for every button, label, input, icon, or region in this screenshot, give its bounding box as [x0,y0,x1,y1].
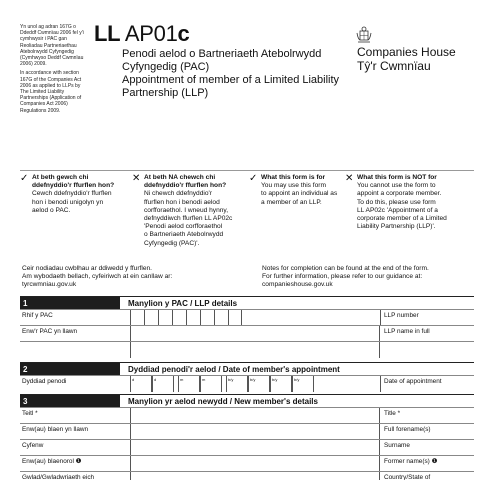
title-english-1: Appointment of member of a Limited Liability [122,74,340,86]
info-line: hon i benodi unigolyn yn [32,198,104,206]
info-col-can-use-english [249,173,354,207]
info-line: Cewch ddefnyddio'r ffurflen [32,190,112,198]
field-label: Enw(au) blaenorol ❶ [22,458,82,465]
field-label: Rhif y PAC [22,312,53,319]
forenames-row [20,423,474,439]
field-label: LLP number [384,312,419,319]
section-title: Dyddiad penodi'r aelod / Date of member's appointment [128,365,340,374]
info-line: To do this, please use form [357,198,436,206]
legal-sidenote [20,24,90,117]
sidenote-welsh: Yn unol ag adran 167G o Ddeddf Cwmnïau 2006 fel y'i cymhwysir i PAC gan Reoliadau Partneriaethau Atebolrwydd Cyfyngedig (Cymhwyso Deddf Cwmnïau 2006) 2009. [20,24,84,68]
field-label: Teitl * [22,410,38,417]
completion-notes-welsh [22,265,252,290]
organisation-name [357,45,456,73]
llp-number-input[interactable] [130,310,242,326]
section-title: Manylion yr aelod newydd / New member's details [128,397,318,406]
form-code-main: AP01 [120,21,178,46]
date-month-2[interactable]: m [200,376,222,392]
date-day-2[interactable]: d [152,376,174,392]
cross-icon: ✕ [345,173,354,184]
info-col-cannot-use-welsh [132,173,259,248]
section-new-member-details [20,394,474,480]
appointment-date-row [20,375,474,391]
info-line: Cyfyngedig (PAC)'. [144,239,200,247]
info-line: You cannot use the form to [357,182,436,190]
check-icon: ✓ [249,173,258,184]
date-month-1[interactable]: m [178,376,200,392]
field-label: Former name(s) ❶ [384,458,438,465]
field-label: Enw(au) blaen yn llawn [22,426,89,433]
section-llp-details [20,296,474,357]
date-year-4[interactable]: b/y [292,376,314,392]
surname-input[interactable] [130,440,380,456]
section-number: 2 [20,363,120,376]
section-appointment-date [20,362,474,391]
form-code [94,22,189,46]
info-heading: ddefnyddio'r ffurflen hon? [32,182,115,190]
section-number: 3 [20,395,120,408]
info-line: to appoint an individual as [261,190,338,198]
date-year-3[interactable]: b/y [270,376,292,392]
note-line: For further information, please refer to our guidance at: [262,273,423,281]
field-label: Enw'r PAC yn llawn [22,328,78,335]
date-year-2[interactable]: b/y [248,376,270,392]
section-number: 1 [20,297,120,310]
llp-name-input-line2[interactable] [130,342,380,358]
info-line: Liability Partnership (LLP)'. [357,223,436,231]
info-line: corfforaethol. I wneud hynny, [144,206,229,214]
country-row [20,471,474,480]
cross-icon: ✕ [132,173,141,184]
field-label: Dyddiad penodi [22,378,67,385]
form-code-suffix: c [177,21,190,46]
title-input[interactable] [130,408,380,424]
title-welsh-2: Cyfyngedig (PAC) [122,61,210,73]
section-header [20,362,474,375]
note-line: Notes for completion can be found at the end of the form. [262,265,429,272]
date-year-1[interactable]: b/y [226,376,248,392]
field-label: Cyfenw [22,442,44,449]
info-heading: What this form is for [261,174,326,181]
field-label: Full forename(s) [384,426,431,433]
info-line: corporate member of a Limited [357,215,447,223]
info-line: ffurflen hon i benodi aelod [144,198,220,206]
royal-crest-icon [355,25,373,45]
title-english-2: Partnership (LLP) [122,87,209,99]
form-code-prefix: LL [94,21,121,46]
guidance-link-english[interactable]: companieshouse.gov.uk [262,281,333,289]
form-titles [122,48,342,100]
field-label: LLP name in full [384,328,430,335]
note-line: Ceir nodiadau cwblhau ar ddiwedd y ffurflen. [22,265,153,272]
info-line: defnyddiwch ffurflen LL AP02c [144,215,233,223]
section-header [20,394,474,407]
llp-name-input[interactable] [130,326,380,342]
country-input[interactable] [130,472,380,480]
info-heading: What this form is NOT for [357,174,437,181]
info-col-cannot-use-english [345,173,472,231]
info-line: o Bartneriaeth Atebolrwydd [144,231,224,239]
field-label: Date of appointment [384,378,442,385]
check-icon: ✓ [20,173,29,184]
llp-name-row-2 [20,341,474,357]
date-day-1[interactable]: d [130,376,152,392]
org-line1: Companies House [357,45,456,59]
info-col-can-use-welsh [20,173,132,215]
llp-name-row [20,325,474,341]
section-title: Manylion y PAC / LLP details [128,299,238,308]
info-line: a member of an LLP. [261,198,322,206]
field-label: Surname [384,442,410,449]
info-line: aelod o PAC. [32,206,71,214]
section-header [20,296,474,309]
info-heading: At beth gewch chi [32,174,89,181]
former-names-input[interactable] [130,456,380,472]
info-heading: ddefnyddio'r ffurflen hon? [144,182,227,190]
field-label: Country/State of [384,474,431,480]
org-line2: Tŷ'r Cwmnïau [357,59,431,73]
note-line: Am wybodaeth bellach, cyfeiriwch at ein canllaw ar: [22,273,173,281]
sidenote-english: In accordance with section 167G of the Companies Act 2006 as applied to LLPs by The Limited Liability Partnerships (Application of Companies Act 2006) Regulations 2009. [20,70,82,114]
info-line: Ni chewch ddefnyddio'r [144,190,212,198]
guidance-link-welsh[interactable]: tyrcwmniau.gov.uk [22,281,77,289]
info-heading: At beth NA chewch chi [144,174,216,181]
completion-notes-english [262,265,477,290]
forenames-input[interactable] [130,424,380,440]
info-line: 'Penodi aelod corfforaethol [144,223,223,231]
info-line: You may use this form [261,182,326,190]
field-label: Title * [384,410,401,417]
surname-row [20,439,474,455]
llp-number-row [20,309,474,325]
info-line: appoint a corporate member. [357,190,442,198]
form-purpose-panel [20,170,474,262]
title-row [20,407,474,423]
former-names-row [20,455,474,471]
info-line: LL AP02c 'Appointment of a [357,206,438,214]
field-label: Gwlad/Gwladwriaeth eich [22,474,95,480]
title-welsh-1: Penodi aelod o Bartneriaeth Atebolrwydd [122,48,322,60]
